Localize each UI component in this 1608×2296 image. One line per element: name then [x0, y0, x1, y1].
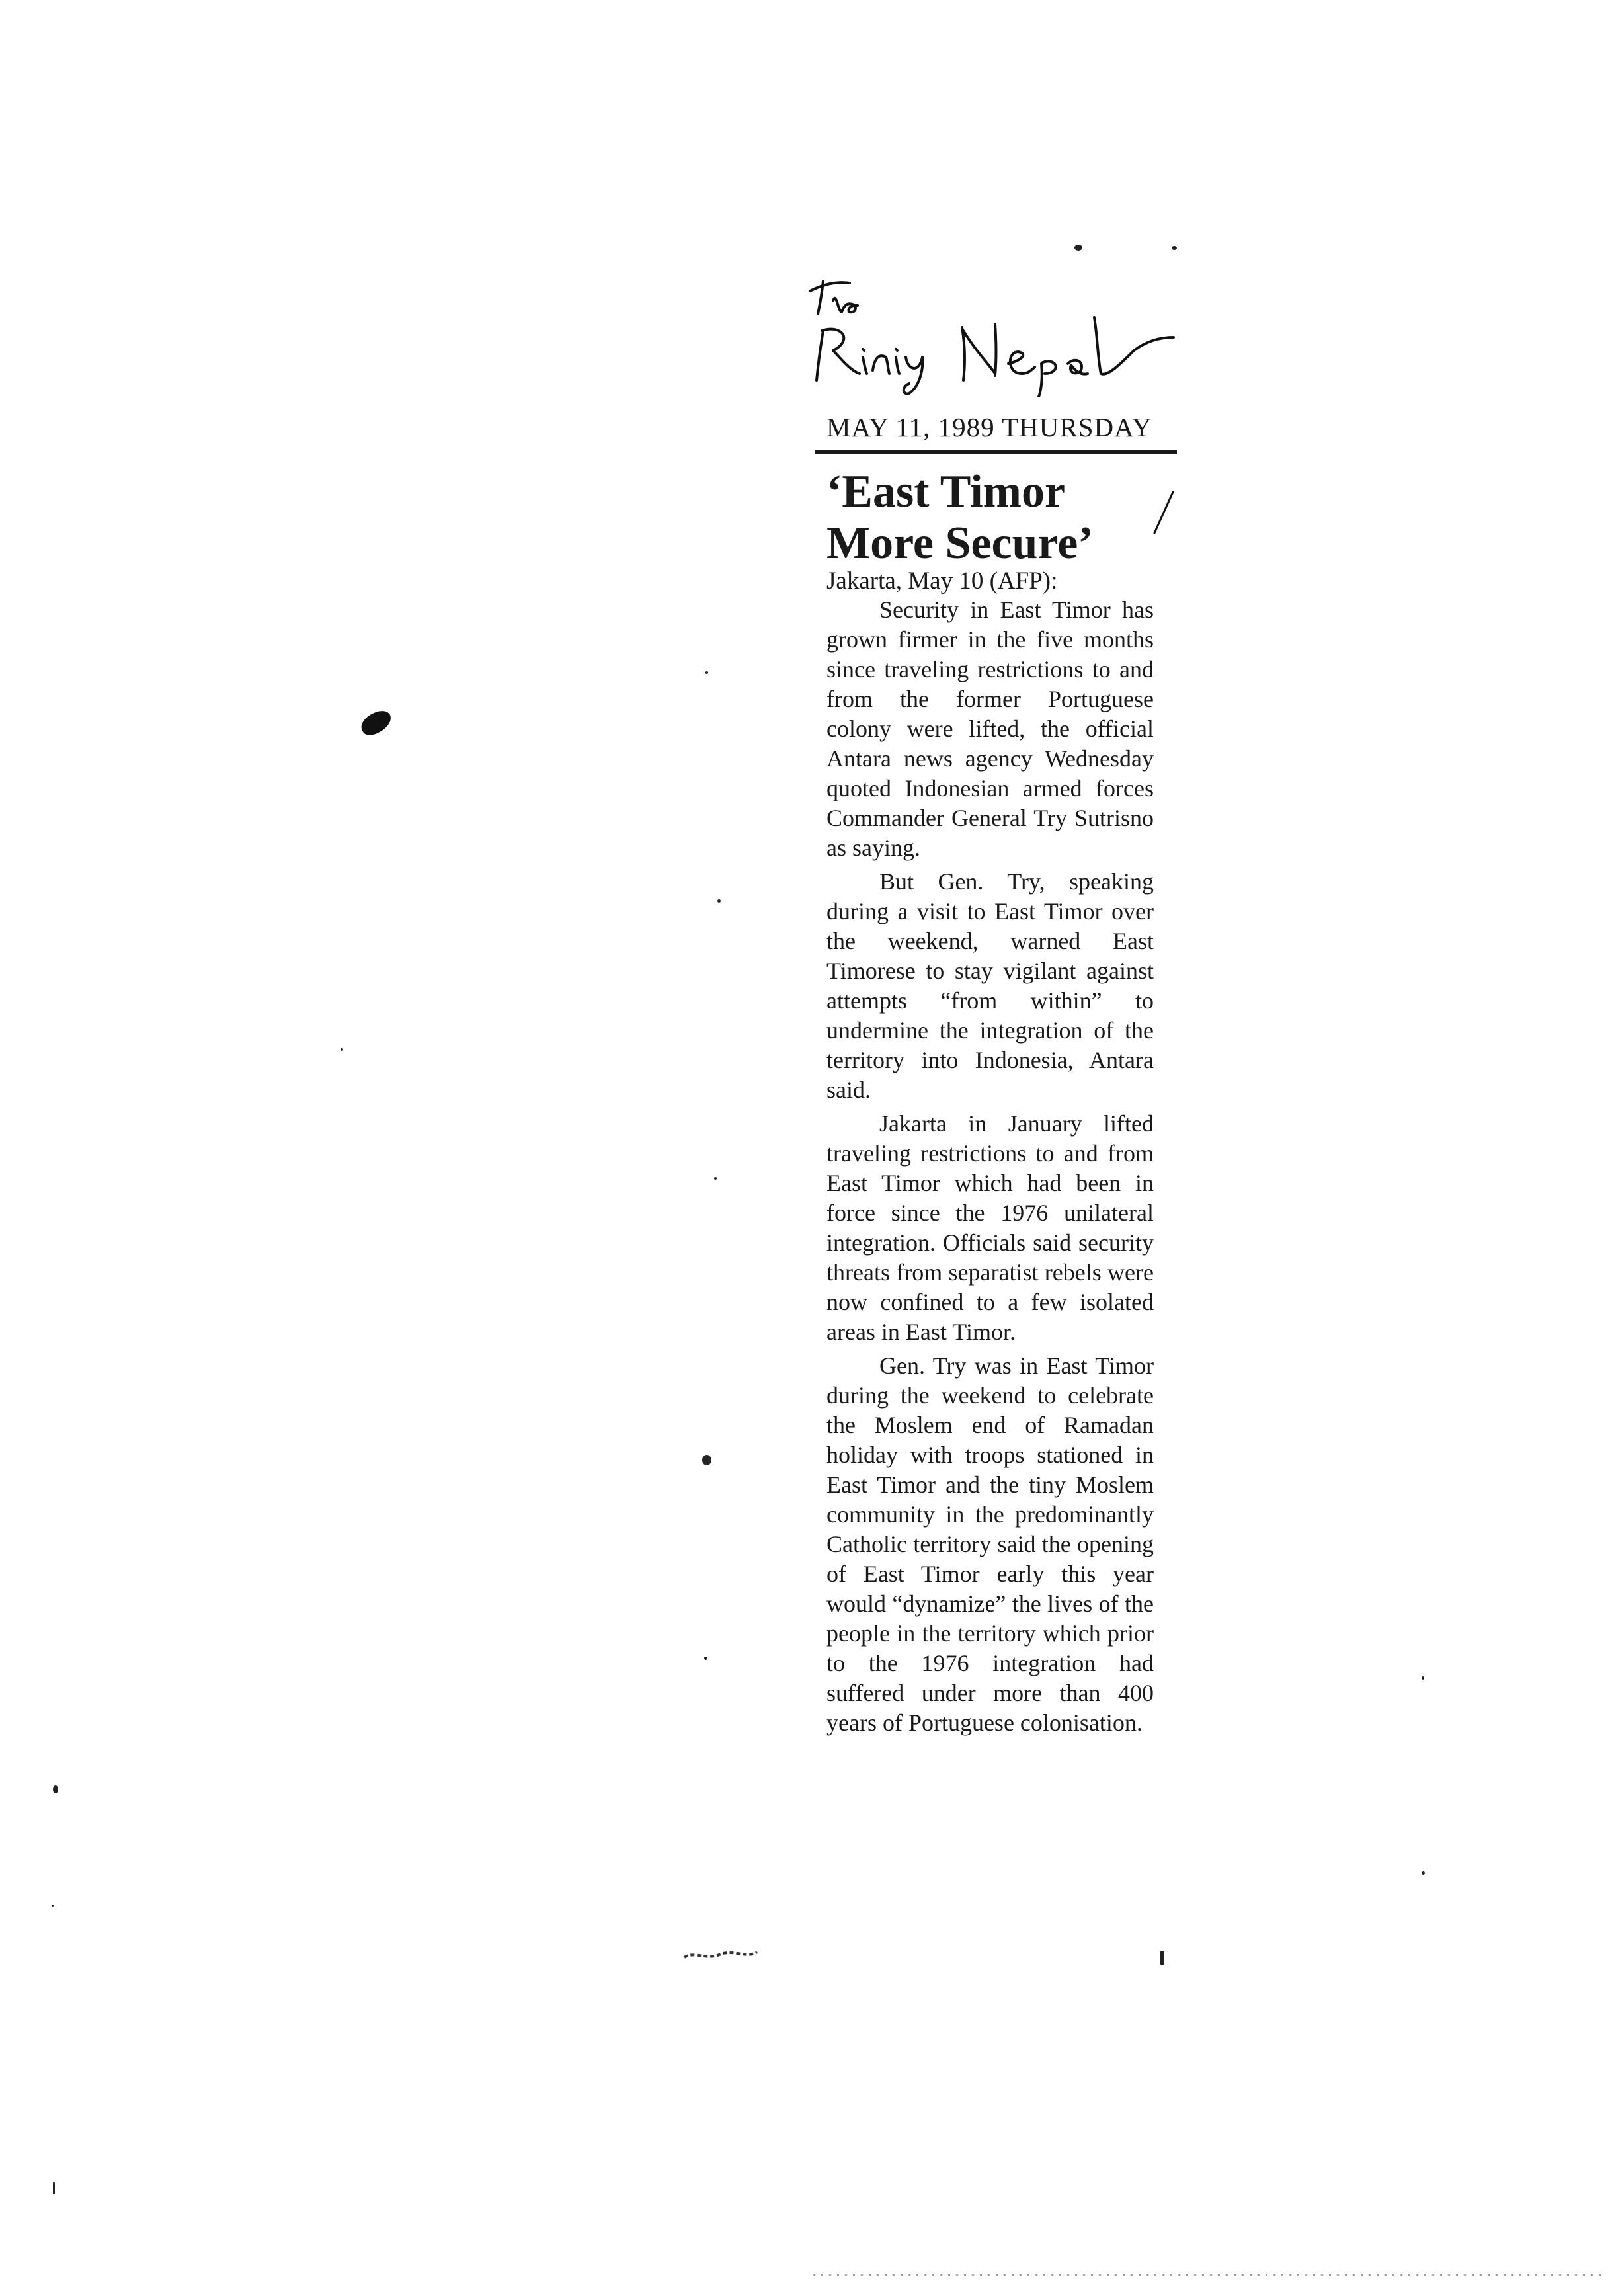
- pen-slash-mark: [1150, 489, 1177, 536]
- headline-line-2: More Secure’: [826, 518, 1094, 569]
- scan-speck: [714, 1177, 717, 1180]
- article-paragraph: But Gen. Try, speaking during a visit to East Timor over the weekend, warned East Timorese to stay vigilant against attempts “from within” to undermine the integration of the territory into Indonesia, Antara said.: [826, 868, 1154, 1103]
- scan-speck: [53, 1785, 58, 1793]
- article-paragraph: Gen. Try was in East Timor during the weekend to celebrate the Moslem end of Ramadan holiday with troops stationed in East Timor and the tiny Moslem community in the predominantly Catholic territory said the opening of East Timor early this year would “dynamize” the lives of the people in the territory which prior to the 1976 integration had suffered under more than 400 years of Portuguese colonisation.: [826, 1352, 1154, 1736]
- scan-speck: [705, 671, 708, 674]
- scan-speck: [1074, 245, 1082, 251]
- scan-speck: [702, 1455, 711, 1465]
- scan-edge-noise: [813, 2272, 1607, 2278]
- masthead-rule: [815, 450, 1177, 454]
- scan-speck: [1172, 246, 1177, 250]
- scan-speck: [341, 1048, 343, 1051]
- scan-speck: [1422, 1676, 1424, 1680]
- scan-speck: [1422, 1871, 1425, 1875]
- scan-speck: [1160, 1951, 1164, 1965]
- article-paragraph: Jakarta in January lifted traveling restrictions to and from East Timor which had been in force since the 1976 unilateral integration. Officials said security threats from separatist rebels were now confined to a few isolated areas in East Timor.: [826, 1110, 1154, 1345]
- issue-date-line: MAY 11, 1989 THURSDAY: [826, 412, 1152, 442]
- ink-blot: [358, 707, 395, 738]
- handwritten-masthead: [797, 265, 1193, 397]
- headline-line-1: ‘East Timor: [826, 466, 1066, 517]
- stamp-smudge: [681, 1944, 760, 1964]
- scan-speck: [52, 1905, 54, 1906]
- article-body: [826, 595, 1154, 1738]
- article-dateline: Jakarta, May 10 (AFP):: [826, 567, 1058, 594]
- scan-speck: [704, 1657, 707, 1660]
- article-paragraph: Security in East Timor has grown firmer in the five months since traveling restrictions to and from the former Portuguese colony were lifted, the official Antara news agency Wednesday quoted Indonesian armed forces Commander General Try Sutrisno as saying.: [826, 596, 1154, 861]
- scan-speck: [717, 899, 721, 903]
- article-headline: [826, 466, 1170, 569]
- handwritten-masthead-drawing: [797, 265, 1193, 397]
- scan-speck: [53, 2182, 55, 2194]
